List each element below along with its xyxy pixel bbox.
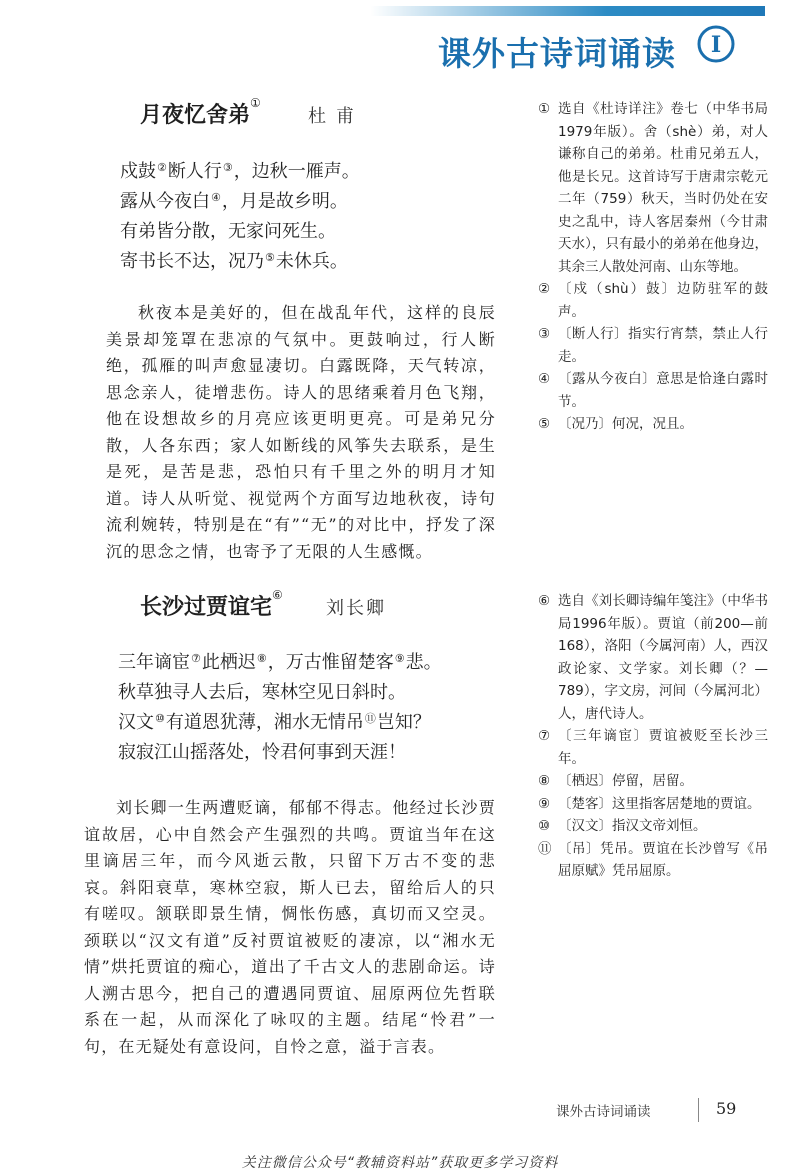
footnote-marker: ⑨ — [394, 652, 405, 665]
footnote-marker: ⑦ — [191, 652, 201, 665]
poem-title — [140, 590, 283, 621]
footnote-item — [538, 725, 768, 770]
footnote-marker: ⑤ — [265, 251, 275, 264]
poem-line-text: 岂知？ — [376, 712, 431, 733]
poem-line-text: 悲。 — [405, 652, 442, 673]
footnotes — [538, 590, 768, 883]
footnote-number: ① — [538, 101, 551, 117]
page-header — [0, 0, 800, 80]
footnote-text: 〔汉文〕指汉文帝刘恒。 — [558, 818, 707, 834]
footnote-text: 〔楚客〕这里指客居楚地的贾谊。 — [558, 795, 761, 812]
footnote-marker: ③ — [222, 161, 233, 174]
poem-line-text: 戍鼓 — [120, 161, 156, 182]
footnote-text: 〔断人行〕指实行宵禁，禁止人行走。 — [558, 326, 768, 365]
poem-line — [118, 678, 442, 708]
footnote-item — [538, 793, 768, 816]
footnote-item — [538, 838, 768, 883]
footnote-number: ⑨ — [538, 795, 551, 812]
footnote-text: 选自《杜诗详注》卷七（中华书局1979年版）。舍（shè）弟，对人谦称自己的弟弟。杜甫兄弟五人，他是长兄。这首诗写于唐肃宗乾元二年（759）秋天，当时仍处在安史之乱中，诗人客居秦州（今甘肃天水），只有最小的弟弟在他身边，其余三人散处河南、山东等地。 — [558, 101, 768, 275]
poem-line — [118, 738, 442, 768]
poem-line-text: 汉文 — [118, 712, 154, 733]
poem-commentary: 刘长卿一生两遭贬谪，郁郁不得志。他经过长沙贾谊故居，心中自然会产生强烈的共鸣。贾谊当年在这里谪居三年，而今风逝云散，只留下万古不变的悲哀。斜阳衰草，寒林空寂，斯人已去，留给后人的只有嗟叹。颔联即景生情，惆怅伤感，真切而又空灵。颈联以“汉文有道”反衬贾谊被贬的凄凉，以“湘水无情”烘托贾谊的痴心，道出了千古文人的悲剧命运。诗人溯古思今，把自己的遭遇同贾谊、屈原两位先哲联系在一起，从而深化了咏叹的主题。结尾“怜君”一句，在无疑处有意设问，自怜之意，溢于言表。 — [84, 798, 496, 1056]
poem-line-text: 未休兵。 — [275, 251, 348, 272]
footnote-text: 〔戍（shù）鼓〕边防驻军的鼓声。 — [558, 281, 768, 320]
footnote-marker: ④ — [211, 191, 221, 204]
footer-divider — [698, 1098, 699, 1122]
footnote-number: ⑥ — [538, 593, 551, 609]
poem-line-text: 断人行 — [167, 161, 222, 182]
poem-line-text: 此栖迟 — [201, 652, 256, 673]
footnote-text: 〔况乃〕何况，况且。 — [558, 416, 693, 432]
poem-title-text: 长沙过贾谊宅 — [140, 595, 273, 620]
footnote-text: 〔吊〕凭吊。贾谊在长沙曾写《吊屈原赋》凭吊屈原。 — [558, 840, 768, 879]
footnote-number: ⑧ — [538, 773, 551, 789]
poem-line-text: ，万古惟留楚客 — [267, 652, 394, 673]
footnote-item — [538, 413, 768, 436]
footnote-text: 〔三年谪宦〕贾谊被贬至长沙三年。 — [558, 728, 768, 767]
footnote-marker: ⑧ — [256, 652, 267, 665]
poem-line-text: 有弟皆分散，无家问死生。 — [120, 221, 336, 242]
poem-lines — [120, 157, 360, 277]
footnote-text: 〔露从今夜白〕意思是恰逢白露时节。 — [558, 371, 768, 410]
footnote-marker: ⑥ — [272, 588, 283, 602]
section-badge-icon — [696, 24, 736, 64]
footer-section-label: 课外古诗词诵读 — [556, 1104, 651, 1120]
poem-lines — [118, 648, 442, 768]
footnote-number: ② — [538, 281, 551, 297]
poem-line — [120, 247, 360, 277]
poem-line-text: ，边秋一雁声。 — [233, 161, 360, 182]
footnote-number: ⑤ — [538, 416, 551, 432]
footnote-item — [538, 770, 768, 793]
poem-line-text: 寄书长不达，况乃 — [120, 251, 264, 272]
page-number: 59 — [716, 1099, 737, 1118]
footnote-text: 选自《刘长卿诗编年笺注》（中华书局1996年版）。贾谊（前200—前168），洛阳（今属河南）人，西汉政论家、文学家。刘长卿（？—789），字文房，河间（今属河北）人，唐代诗人。 — [558, 593, 768, 722]
footnote-marker: ⑩ — [155, 712, 165, 725]
poem-line-text: 三年谪宦 — [118, 652, 190, 673]
footnote-item — [538, 590, 768, 725]
poem-author: 刘长卿 — [326, 598, 386, 619]
footnote-number: ④ — [538, 371, 551, 387]
section-title: 课外古诗词诵读 — [438, 34, 676, 73]
footnote-marker: ⑪ — [364, 712, 376, 725]
footnote-marker: ① — [250, 96, 261, 110]
poem-line — [118, 648, 442, 678]
poem-line-text: 寂寂江山摇落处，怜君何事到天涯！ — [118, 742, 406, 763]
poem-line — [120, 187, 360, 217]
footnote-number: ⑩ — [538, 818, 551, 834]
poem-line-text: ，月是故乡明。 — [221, 191, 348, 212]
footnote-item — [538, 98, 768, 278]
section-badge-numeral: I — [710, 32, 722, 58]
footnote-marker: ② — [157, 161, 167, 174]
poem-line-text: 秋草独寻人去后，寒林空见日斜时。 — [118, 682, 406, 703]
footnote-item — [538, 815, 768, 838]
poem-line — [120, 217, 360, 247]
poem-line-text: 有道恩犹薄，湘水无情吊 — [165, 712, 364, 733]
poem-title-text: 月夜忆舍弟 — [140, 103, 251, 128]
poem-line-text: 露从今夜白 — [120, 191, 210, 212]
poem-commentary: 秋夜本是美好的，但在战乱年代，这样的良辰美景却笼罩在悲凉的气氛中。更鼓响过，行人断绝，孤雁的叫声愈显凄切。白露既降，天气转凉，思念亲人，徒增悲伤。诗人的思绪乘着月色飞翔，他在设想故乡的月亮应该更明更亮。可是弟兄分散，人各东西；家人如断线的风筝失去联系，是生是死，是苦是悲，恐怕只有千里之外的明月才知道。诗人从听觉、视觉两个方面写边地秋夜，诗句流利婉转，特别是在“有”“无”的对比中，抒发了深沉的思念之情，也寄予了无限的人生感慨。 — [106, 303, 496, 561]
poem-title — [140, 98, 261, 129]
footnotes — [538, 98, 768, 436]
poem-line — [120, 157, 360, 187]
footnote-number: ③ — [538, 326, 551, 342]
poem-author: 杜甫 — [308, 106, 364, 127]
footnote-item — [538, 278, 768, 323]
footnote-number: ⑪ — [538, 840, 552, 857]
watermark-text: 关注微信公众号“教辅资料站”获取更多学习资料 — [241, 1155, 559, 1171]
footnote-item — [538, 323, 768, 368]
footnote-item — [538, 368, 768, 413]
footnote-number: ⑦ — [538, 728, 551, 744]
poem-line — [118, 708, 442, 738]
footnote-text: 〔栖迟〕停留，居留。 — [558, 773, 693, 789]
header-accent-bar — [370, 6, 765, 16]
